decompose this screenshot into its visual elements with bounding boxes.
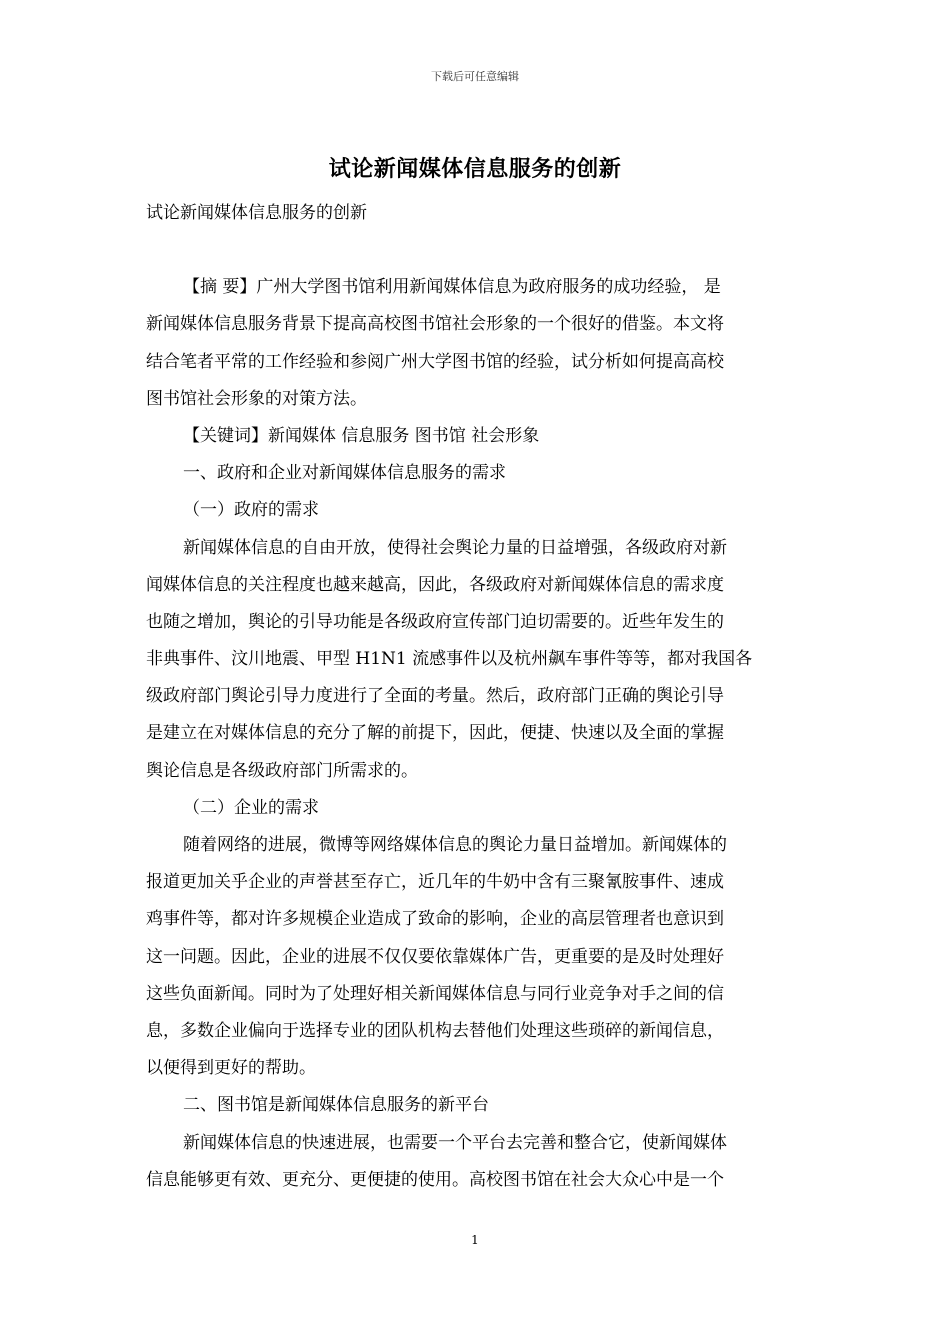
paragraph-line: 也随之增加，舆论的引导功能是各级政府宣传部门迫切需要的。近些年发生的 — [146, 611, 724, 632]
paragraph-line: 是建立在对媒体信息的充分了解的前提下，因此，便捷、快速以及全面的掌握 — [146, 723, 724, 744]
document-body — [146, 199, 806, 1203]
section-heading: 一、政府和企业对新闻媒体信息服务的需求 — [183, 463, 506, 484]
paragraph-line: 信息能够更有效、更充分、更便捷的使用。高校图书馆在社会大众心中是一个 — [146, 1169, 724, 1190]
paragraph-line: 报道更加关乎企业的声誉甚至存亡，近几年的牛奶中含有三聚氰胺事件、速成 — [146, 872, 724, 893]
paragraph-line: 舆论信息是各级政府部门所需求的。 — [146, 760, 418, 781]
abstract-line: 结合笔者平常的工作经验和参阅广州大学图书馆的经验，试分析如何提高高校 — [146, 351, 724, 372]
subtitle-line: 试论新闻媒体信息服务的创新 — [146, 203, 367, 223]
subsection-heading: （二）企业的需求 — [183, 797, 319, 818]
paragraph-line: 息，多数企业偏向于选择专业的团队机构去替他们处理这些琐碎的新闻信息， — [146, 1020, 724, 1041]
paragraph-line: 以便得到更好的帮助。 — [146, 1058, 316, 1079]
paragraph-line: 闻媒体信息的关注程度也越来越高，因此，各级政府对新闻媒体信息的需求度 — [146, 574, 724, 595]
paragraph-line: 随着网络的进展，微博等网络媒体信息的舆论力量日益增加。新闻媒体的 — [183, 835, 727, 855]
paragraph-line: 级政府部门舆论引导力度进行了全面的考量。然后，政府部门正确的舆论引导 — [146, 686, 724, 707]
abstract-line: 新闻媒体信息服务背景下提高高校图书馆社会形象的一个很好的借鉴。本文将 — [146, 314, 724, 335]
blank-line — [146, 236, 806, 273]
subsection-heading: （一）政府的需求 — [183, 500, 319, 521]
abstract-line: 【摘 要】广州大学图书馆利用新闻媒体信息为政府服务的成功经验， 是 — [183, 277, 721, 298]
paragraph-line: 新闻媒体信息的自由开放，使得社会舆论力量的日益增强，各级政府对新 — [183, 537, 727, 558]
paragraph-line: 这些负面新闻。同时为了处理好相关新闻媒体信息与同行业竞争对手之间的信 — [146, 983, 724, 1004]
paragraph-line: 这一问题。因此，企业的进展不仅仅要依靠媒体广告，更重要的是及时处理好 — [146, 946, 724, 967]
paragraph-line: 新闻媒体信息的快速进展，也需要一个平台去完善和整合它，使新闻媒体 — [183, 1132, 727, 1153]
abstract-line: 图书馆社会形象的对策方法。 — [146, 388, 367, 409]
paragraph-line: 非典事件、汶川地震、甲型 H1N1 流感事件以及杭州飙车事件等等，都对我国各 — [146, 649, 753, 670]
section-heading: 二、图书馆是新闻媒体信息服务的新平台 — [183, 1095, 489, 1116]
keywords-line: 【关键词】新闻媒体 信息服务 图书馆 社会形象 — [183, 425, 540, 446]
header-note: 下载后可任意编辑 — [431, 70, 519, 83]
document-title: 试论新闻媒体信息服务的创新 — [328, 156, 622, 182]
paragraph-line: 鸡事件等，都对许多规模企业造成了致命的影响，企业的高层管理者也意识到 — [146, 909, 724, 930]
page-number: 1 — [471, 1233, 479, 1247]
